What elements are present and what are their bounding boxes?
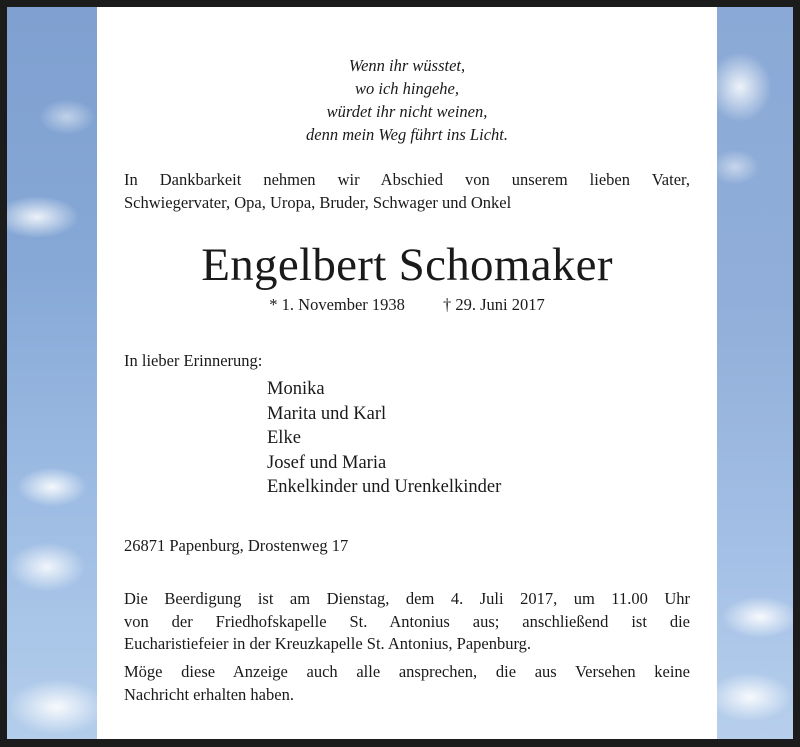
poem-line: würdet ihr nicht weinen, (326, 102, 488, 121)
funeral-line: Eucharistiefeier in der Kreuzkapelle St. Antonius, Papenburg. (124, 634, 532, 653)
family-member: Josef und Maria (267, 452, 387, 473)
obituary-card (97, 7, 717, 739)
notice-paragraph (124, 660, 690, 705)
memory-label: In lieber Erinnerung: (124, 351, 263, 370)
intro-line: Schwiegervater, Opa, Uropa, Bruder, Schwager und Onkel (124, 193, 512, 212)
sky-background-left (7, 7, 97, 739)
poem-line: wo ich hingehe, (354, 79, 460, 98)
intro-paragraph (124, 168, 690, 214)
notice-line: Möge diese Anzeige auch alle ansprechen, die aus Versehen keine (124, 662, 690, 681)
funeral-line: von der Friedhofskapelle St. Antonius aus; anschließend ist die (124, 611, 690, 631)
birth-date: * 1. November 1938 (269, 295, 405, 314)
family-member: Marita und Karl (267, 403, 387, 424)
funeral-line: Die Beerdigung ist am Dienstag, dem 4. Juli 2017, um 11.00 Uhr (124, 589, 690, 608)
sky-background-right (710, 7, 793, 739)
deceased-name: Engelbert Schomaker (201, 239, 613, 291)
memorial-poem (124, 54, 690, 146)
life-dates (124, 293, 690, 316)
family-member: Elke (267, 428, 301, 448)
death-date: † 29. Juni 2017 (442, 295, 545, 314)
family-member: Monika (267, 379, 325, 399)
funeral-details (124, 587, 690, 655)
poem-line: denn mein Weg führt ins Licht. (306, 125, 508, 144)
family-member: Enkelkinder und Urenkelkinder (267, 477, 502, 497)
family-list (267, 377, 501, 500)
intro-line: In Dankbarkeit nehmen wir Abschied von unserem lieben Vater, (124, 170, 690, 189)
notice-line: Nachricht erhalten haben. (124, 684, 294, 704)
poem-line: Wenn ihr wüsstet, (348, 56, 466, 75)
family-address: 26871 Papenburg, Drostenweg 17 (124, 536, 349, 555)
